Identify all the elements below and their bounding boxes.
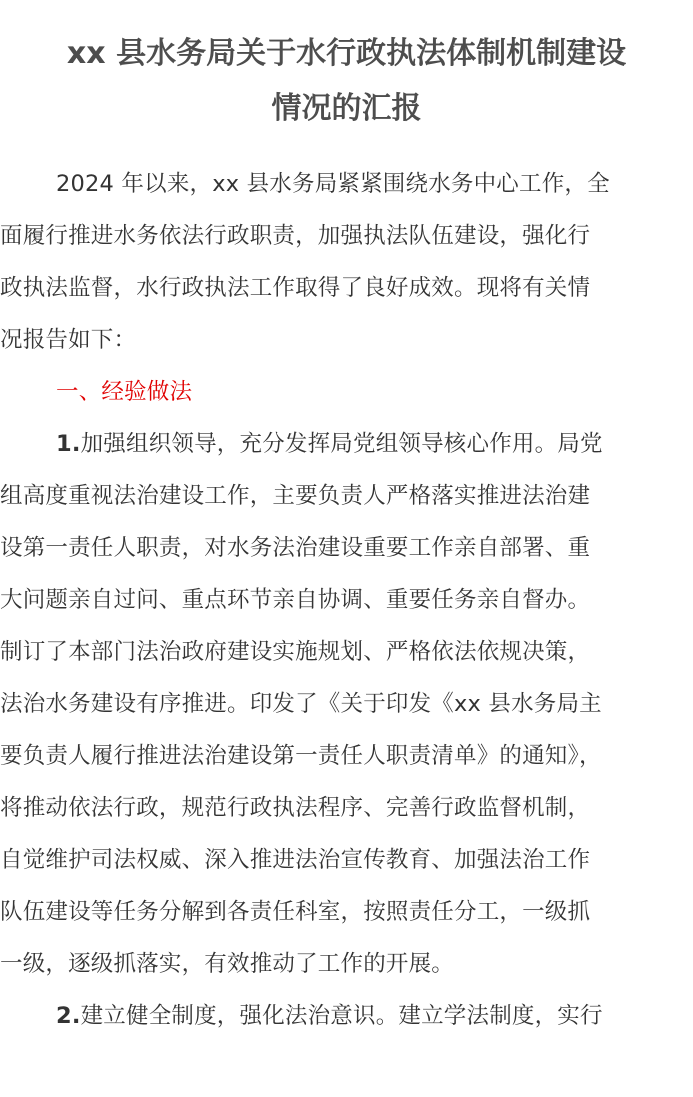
item-1-line-1: [0, 418, 693, 470]
item-1-line-4: 大问题亲自过问、重点环节亲自协调、重要任务亲自督办。: [0, 587, 591, 613]
item-1-line-10: 队伍建设等任务分解到各责任科室，按照责任分工，一级抓: [0, 899, 591, 925]
item-1-number: 1.: [56, 431, 81, 457]
intro-line-1: 2024 年以来，xx 县水务局紧紧围绕水务中心工作，全: [56, 171, 610, 197]
intro-line-2: 面履行推进水务依法行政职责，加强执法队伍建设，强化行: [0, 223, 591, 249]
item-1-text: 加强组织领导，充分发挥局党组领导核心作用。局党: [80, 431, 603, 457]
document-title: [0, 26, 693, 136]
title-line-2: 情况的汇报: [271, 91, 422, 126]
item-2-line-1: [0, 990, 693, 1042]
item-1-line-9: 自觉维护司法权威、深入推进法治宣传教育、加强法治工作: [0, 847, 591, 873]
item-1-line-3: 设第一责任人职责，对水务法治建设重要工作亲自部署、重: [0, 535, 591, 561]
item-1-line-7: 要负责人履行推进法治建设第一责任人职责清单》的通知》，: [0, 743, 602, 769]
item-1-line-5: 制订了本部门法治政府建设实施规划、严格依法依规决策，: [0, 639, 591, 665]
intro-line-3: 政执法监督，水行政执法工作取得了良好成效。现将有关情: [0, 275, 591, 301]
section-heading-1: 一、经验做法: [56, 379, 193, 405]
item-1-line-11: 一级，逐级抓落实，有效推动了工作的开展。: [0, 951, 455, 977]
item-2-number: 2.: [56, 1003, 81, 1029]
item-1-line-2: 组高度重视法治建设工作，主要负责人严格落实推进法治建: [0, 483, 591, 509]
item-2-text: 建立健全制度，强化法治意识。建立学法制度，实行: [80, 1003, 603, 1029]
item-1-line-8: 将推动依法行政，规范行政执法程序、完善行政监督机制，: [0, 795, 591, 821]
document-body: [0, 158, 693, 1042]
item-1-line-6: 法治水务建设有序推进。印发了《关于印发《xx 县水务局主: [0, 691, 602, 717]
intro-line-4: 况报告如下：: [0, 327, 137, 353]
title-line-1: xx 县水务局关于水行政执法体制机制建设: [66, 36, 627, 71]
